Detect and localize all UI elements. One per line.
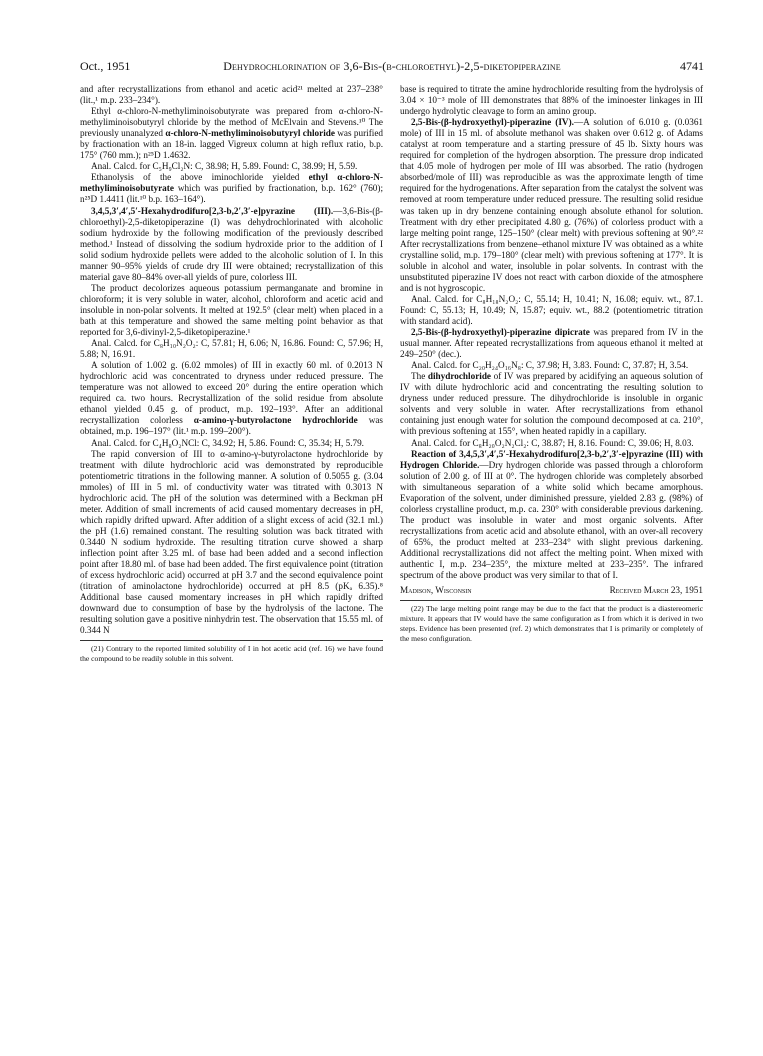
analysis-line: Anal. Calcd. for C₈H₁₈N₂O₂: C, 55.14; H, 10.41; N, 16.08; equiv. wt., 87.1. Found: C, 55.13; H, 10.49; N, 15.87; equiv. wt., 88.2 (potentiometric titration with standard acid). [400,293,703,326]
running-title: Dehydrochlorination of 3,6-Bis-(β-chloroethyl)-2,5-diketopiperazine [223,59,561,73]
section-heading: 2,5-Bis-(β-hydroxyethyl)-piperazine dipicrate [411,327,590,338]
right-column [400,84,703,643]
paragraph: base is required to titrate the amine hydrochloride resulting from the hydrolysis of 3.04 × 10⁻³ mole of III demonstrates that 88% of the iminoester linkages in III undergo hydrolytic cleavage to form an amino group. [400,84,703,117]
compound-name: ethyl α-chloro-N-methyliminoisobutyrate [80,172,383,194]
section-heading: 3,4,5,3′,4′,5′-Hexahydrodifuro[2,3-b,2′,3′-e]pyrazine (III). [91,205,334,216]
compound-name: dihydrochloride [427,371,492,382]
paragraph: The product decolorizes aqueous potassium permanganate and bromine in chloroform; it is very soluble in water, alcohol, chloroform and acetic acid and insoluble in non-polar solvents. It melted at 192.5° (clear melt) when placed in a bath at this temperature and showed the same melting point behavior as that reported for 3,6-divinyl-2,5-diketopiperazine.¹ [80,282,383,338]
paragraph: and after recrystallizations from ethanol and acetic acid²¹ melted at 237–238° (lit.,¹ m.p. 233–234°). [80,84,383,106]
compound-name: α-chloro-N-methyliminoisobutyryl chloride [165,128,335,139]
footnote-divider [80,640,383,641]
footnote-divider [400,600,703,601]
left-column [80,84,383,664]
paragraph: Ethanolysis of the above iminochloride yielded ethyl α-chloro-N-methyliminoisobutyrate which was purified by fractionation, b.p. 162° (760); n²⁵D 1.4411 (lit.¹⁰ b.p. 163–164°). [80,172,383,205]
analysis-line: Anal. Calcd. for C₄H₈O₂NCl: C, 34.92; H, 5.86. Found: C, 35.34; H, 5.79. [91,437,364,448]
paragraph: Reaction of 3,4,5,3′,4′,5′-Hexahydrodifuro[2,3-b,2′,3′-e]pyrazine (III) with Hydrogen Chloride.—Dry hydrogen chloride was passed through a chloroform solution of 2.00 g. of III at 0°. The hydrogen chloride was completely absorbed with simultaneous separation of a white solid which became amorphous. Evaporation of the solvent, under diminished pressure, yielded 2.83 g. (98%) of colorless crystalline product, m.p. ca. 230° with considerable previous darkening. The product was insoluble in water and most organic solvents. After recrystallizations from acetic acid and absolute ethanol, with an over-all recovery of 65%, the product melted at 233–234° with slight previous darkening. Additional recrystallizations did not affect the melting point. When mixed with authentic I, m.p. 234–235°, the mixture melted at 233–235°. The infrared spectrum of the above product was very similar to that of I. [400,448,703,581]
running-header [80,58,704,74]
page-number: 4741 [680,59,704,73]
signature-line [400,585,703,596]
paragraph: 3,4,5,3′,4′,5′-Hexahydrodifuro[2,3-b,2′,3′-e]pyrazine (III).—3,6-Bis-(β-chloroethyl)-2,5-diketopiperazine (I) was dehydrochlorinated with alcoholic sodium hydroxide by the following modification of the previously described method.¹ Instead of dissolving the sodium hydroxide prior to the addition of I solid sodium hydroxide pellets were added to the alcoholic solution of I. In this manner 90–95% yields of crude dry III were obtained; recrystallization of this material gave 80–84% over-all yields of pure, colorless III. [80,205,383,282]
paragraph: 2,5-Bis-(β-hydroxyethyl)-piperazine dipicrate was prepared from IV in the usual manner. After repeated recrystallizations from aqueous ethanol it melted at 249–250° (dec.). [400,327,704,360]
paragraph: Ethyl α-chloro-N-methyliminoisobutyrate was prepared from α-chloro-N-methyliminoisobutyryl chloride by the method of McElvain and Stevens.¹⁰ The previously unanalyzed α-chloro-N-methyliminoisobutyryl chloride was purified by fractionation with an 18-in. lagged Vigreux column at high reflux ratio, b.p. 175° (760 mm.); n²⁵D 1.4632. [80,106,384,161]
compound-name: α-amino-γ-butyrolactone hydrochloride [193,415,358,426]
paragraph: A solution of 1.002 g. (6.02 mmoles) of III in exactly 60 ml. of 0.2013 N hydrochloric acid was concentrated to dryness under reduced pressure. The temperature was not allowed to exceed 20° during the entire operation which required ca. two hours. Recrystallization of the solid residue from absolute ethanol yielded 0.45 g. of product, m.p. 192–193°. After an additional recrystallization colorless α-amino-γ-butyrolactone hydrochloride was obtained, m.p. 196–197° (lit.¹ m.p. 199–200°). [80,360,383,437]
analysis-line: Anal. Calcd. for C₂₀H₂₄O₁₆N₈: C, 37.98; H, 3.83. Found: C, 37.87; H, 3.54. [411,360,689,371]
analysis-line: Anal. Calcd. for C₈H₂₀O₂N₂Cl₂: C, 38.87; H, 8.16. Found: C, 39.06; H, 8.03. [411,437,694,448]
paragraph: The rapid conversion of III to α-amino-γ-butyrolactone hydrochloride by treatment with dilute hydrochloric acid was demonstrated by reproducible potentiometric titrations in the following manner. A solution of 0.5055 g. (3.04 mmoles) of III in 5 ml. of conductivity water was titrated with 0.3013 N hydrochloric acid. The pH of the solution was determined with a Beckman pH meter. Addition of small increments of acid caused momentary decreases in pH, which rapidly drifted upward. After addition of a slight excess of acid (32.1 ml.) the pH (1.6) remained constant. The resulting solution was back titrated with 0.3440 N sodium hydroxide. The resulting titration curve showed a sharp inflection point after 3.25 ml. of base had been added and a second inflection point after 18.80 ml. of base had been added. The first equivalence point (titration of excess hydrochloric acid) occurred at pH 3.7 and the second equivalence point (titration of aminolactone hydrochloride) occurred at pH 8.5 (pKₐ 6.35).⁸ Additional base caused momentary increases in pH which rapidly drifted downward due to consumption of base by the hydrolysis of the lactone. The resulting solution gave a positive ninhydrin test. The observation that 15.55 ml. of 0.344 N [80,448,383,636]
received-date: Received March 23, 1951 [609,585,703,596]
paragraph: The dihydrochloride of IV was prepared by acidifying an aqueous solution of IV with dilute hydrochloric acid and concentrating the resulting solution to dryness under reduced pressure. The dihydrochloride is insoluble in organic solvents and very soluble in water. After recrystallizations from ethanol containing just enough water for solution the compound decomposed at ca. 210°, with previous softening at 155°, when heated rapidly in a capillary. [400,371,703,437]
footnote: (22) The large melting point range may be due to the fact that the product is a diastereomeric mixture. It appears that IV would have the same configuration as I from which it is derived in two steps. Evidence has been presented (ref. 2) which demonstrates that I is primarily or completely of the meso configuration. [400,604,703,643]
paragraph: 2,5-Bis-(β-hydroxyethyl)-piperazine (IV).—A solution of 6.010 g. (0.0361 mole) of III in 15 ml. of absolute methanol was shaken over 0.612 g. of Adams catalyst at room temperature and a starting pressure of 45 lb. Sixty hours was required for completion of the hydrogen absorption. The pressure drop indicated that 4.05 mole of hydrogen per mole of III was absorbed. The ratio (hydrogen absorbed/mole of III) was reproducible as was the approximate length of time required for the hydrogenations. After separation from the catalyst the solvent was removed at room temperature under reduced pressure. The resulting solid residue was taken up in dry benzene containing enough absolute ethanol for solution. Treatment with dry ether precipitated 4.80 g. (76%) of colorless product with a large melting point range, 125–150° (clear melt) with previous softening at 90°.²² After recrystallizations from benzene–ethanol mixture IV was obtained as a white crystalline solid, m.p. 179–180° (clear melt) with previous softening at 177°. It is soluble in alcohol and water, insoluble in polar solvents. In contrast with the unsubstituted piperazine IV does not react with carbon dioxide of the atmosphere and is not hygroscopic. [400,117,704,293]
analysis-line: Anal. Calcd. for C₈H₁₀N₂O₂: C, 57.81; H, 6.06; N, 16.86. Found: C, 57.96; H, 5.88; N, 16.91. [80,338,383,360]
section-heading: 2,5-Bis-(β-hydroxyethyl)-piperazine (IV). [411,117,574,128]
analysis-line: Anal. Calcd. for C₅H₉Cl₂N: C, 38.98; H, 5.89. Found: C, 38.99; H, 5.59. [91,161,358,172]
issue-date: Oct., 1951 [80,59,131,73]
footnote-block [400,604,703,643]
section-heading: Reaction of 3,4,5,3′,4′,5′-Hexahydrodifuro[2,3-b,2′,3′-e]pyrazine (III) with Hydrogen Chloride. [400,448,703,470]
location: Madison, Wisconsin [400,585,472,596]
footnote-block [80,644,383,664]
footnote: (21) Contrary to the reported limited solubility of I in hot acetic acid (ref. 16) we have found the compound to be readily soluble in this solvent. [80,644,383,664]
